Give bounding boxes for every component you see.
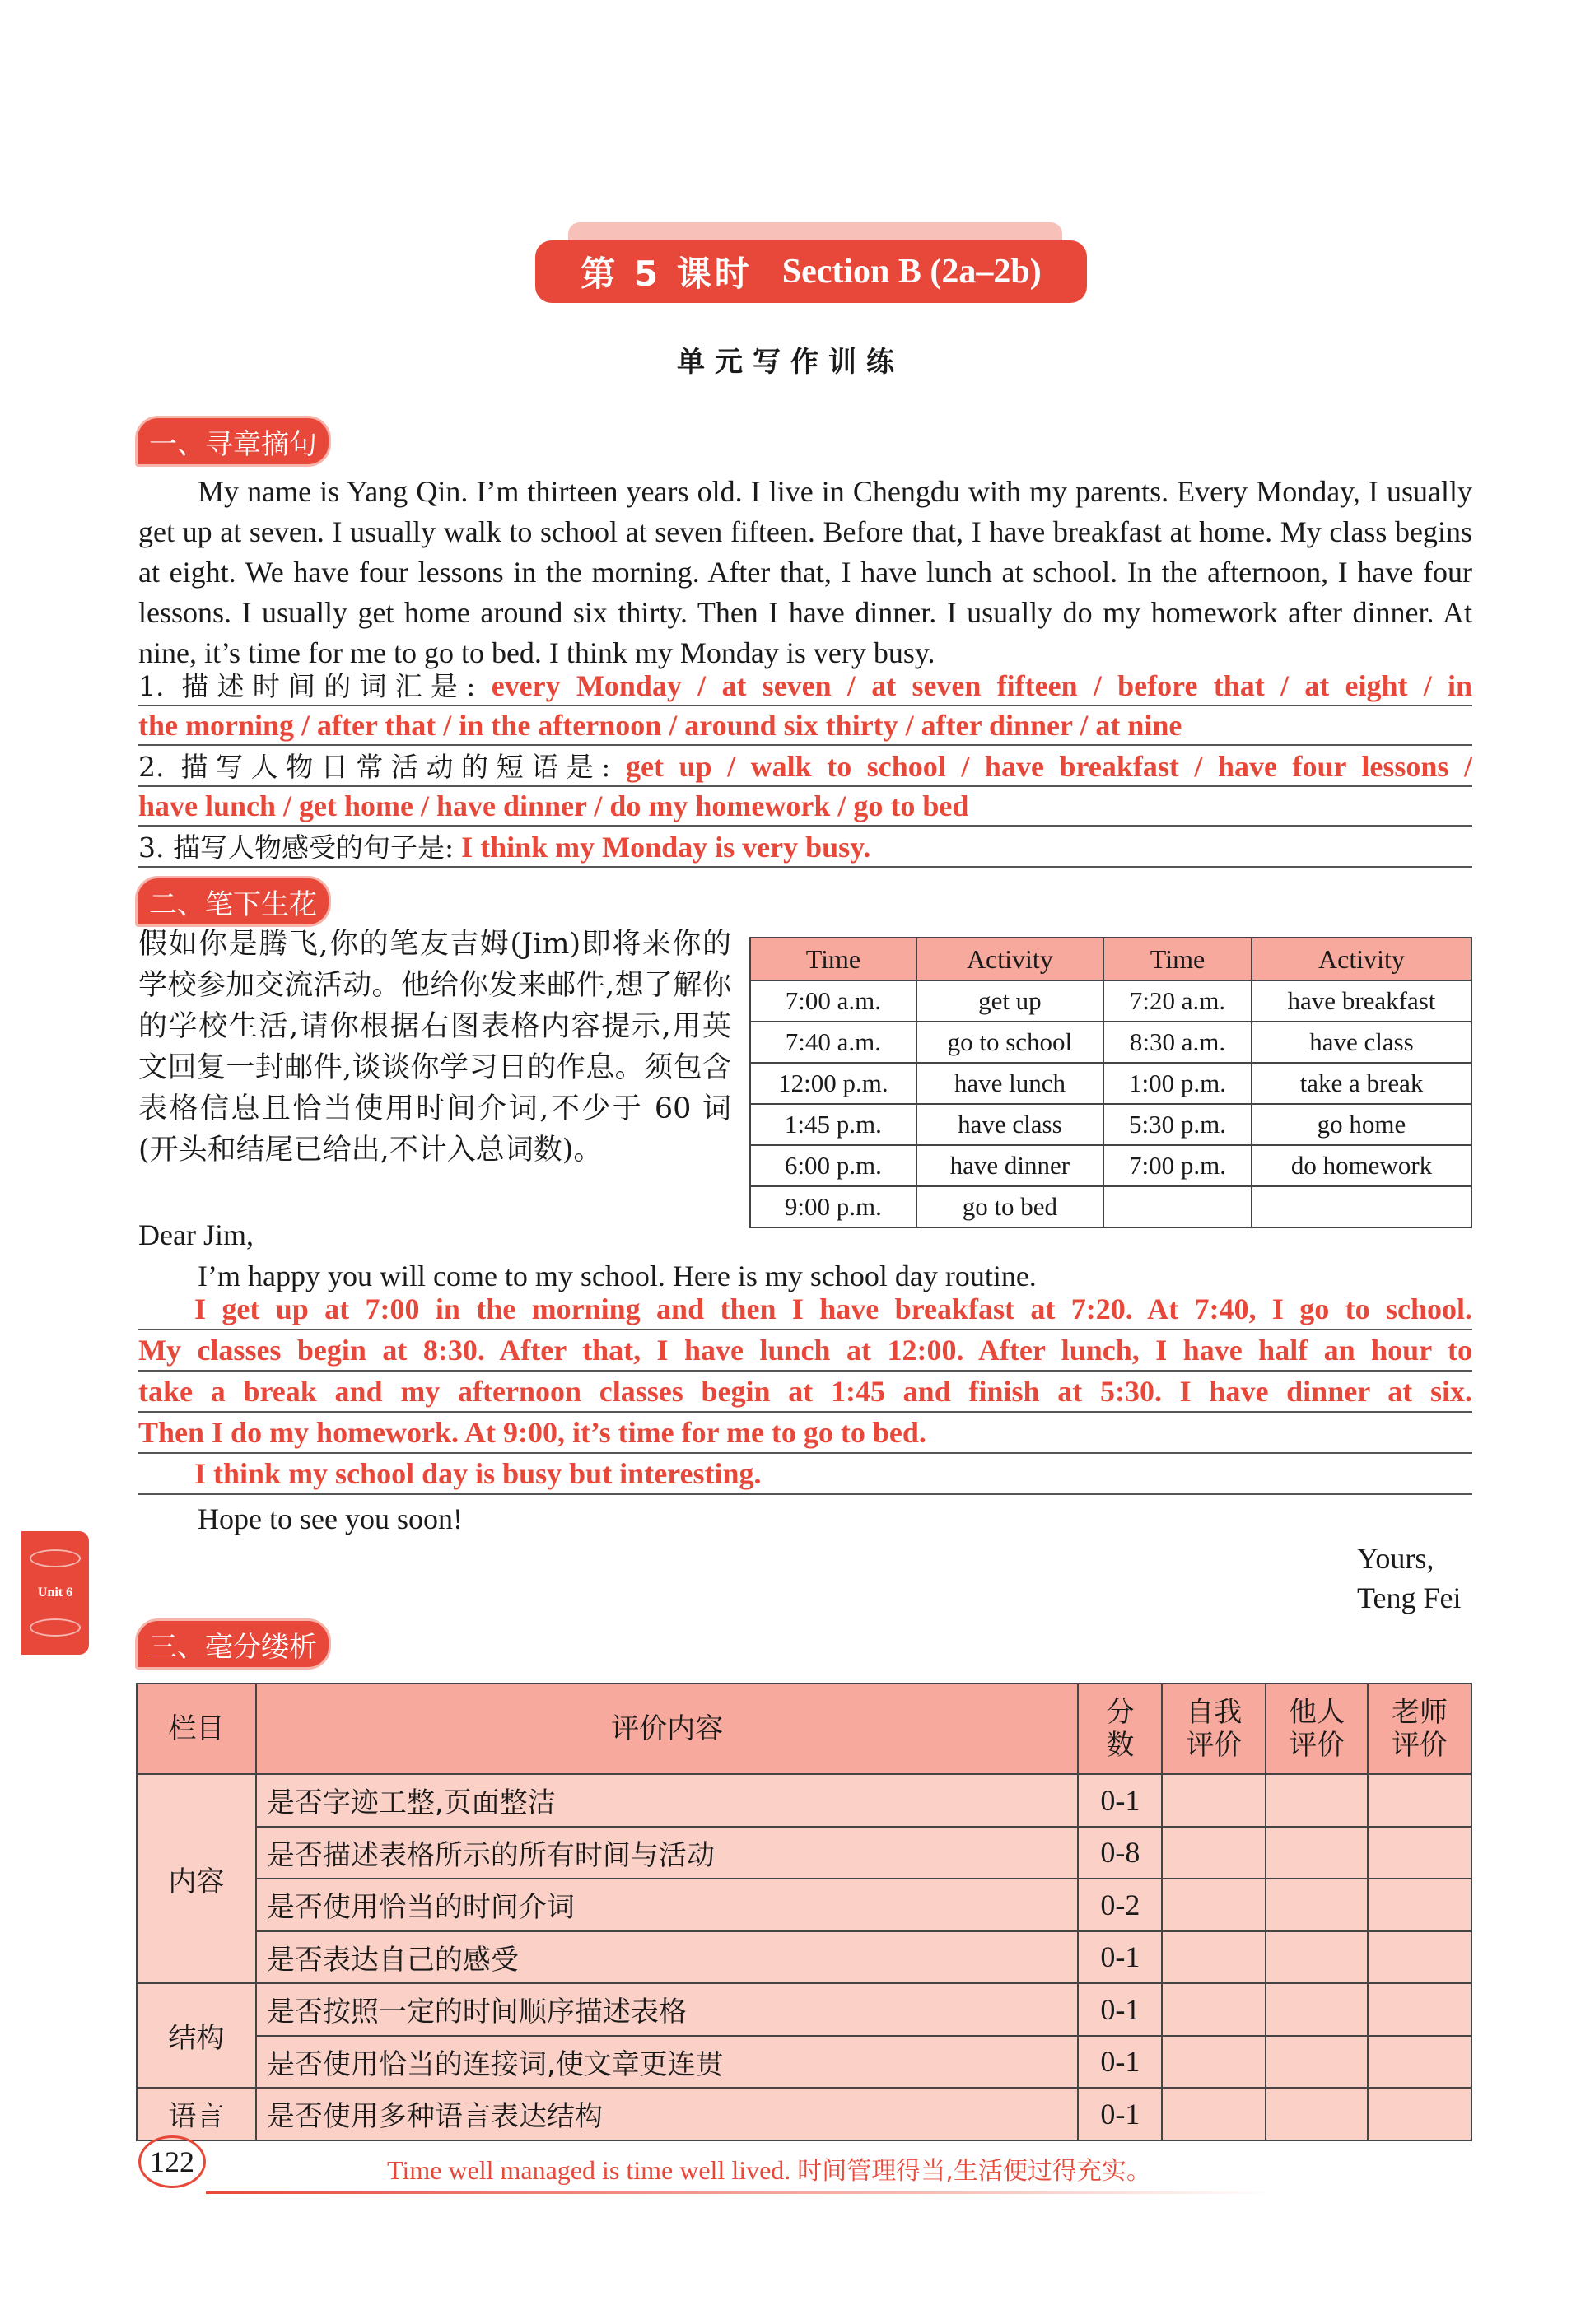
swirl-decoration-icon bbox=[30, 1549, 81, 1567]
lesson-number: 第 5 课时 bbox=[581, 254, 753, 294]
header-score-line1: 分 bbox=[1106, 1696, 1135, 1729]
schedule-cell: 1:00 p.m. bbox=[1103, 1063, 1252, 1104]
teacher-eval-cell[interactable] bbox=[1368, 2088, 1471, 2140]
schedule-cell: go to school bbox=[916, 1022, 1103, 1063]
header-peer-line2: 评价 bbox=[1289, 1729, 1345, 1762]
schedule-cell-empty bbox=[1103, 1186, 1252, 1227]
schedule-cell: 12:00 p.m. bbox=[750, 1063, 916, 1104]
evaluation-row bbox=[137, 1774, 1471, 1827]
header-self-line1: 自我 bbox=[1186, 1696, 1243, 1729]
peer-eval-cell[interactable] bbox=[1266, 1983, 1368, 2036]
self-eval-cell[interactable] bbox=[1162, 1983, 1266, 2036]
peer-eval-cell[interactable] bbox=[1266, 1931, 1368, 1984]
motto-chinese: 时间管理得当,生活便过得充实。 bbox=[797, 2157, 1151, 2186]
schedule-cell: 7:00 a.m. bbox=[750, 980, 916, 1022]
header-category: 栏目 bbox=[137, 1684, 256, 1774]
header-score-line2: 数 bbox=[1106, 1729, 1135, 1762]
motto-english: Time well managed is time well lived. bbox=[387, 2155, 791, 2185]
schedule-cell: do homework bbox=[1252, 1145, 1471, 1186]
teacher-eval-cell[interactable] bbox=[1368, 1931, 1471, 1984]
header-teacher-eval bbox=[1368, 1684, 1471, 1774]
schedule-header-activity-1: Activity bbox=[916, 938, 1103, 980]
self-eval-cell[interactable] bbox=[1162, 1774, 1266, 1827]
criteria-item: 是否描述表格所示的所有时间与活动 bbox=[256, 1827, 1079, 1879]
criteria-score: 0-2 bbox=[1078, 1879, 1162, 1931]
footer-divider bbox=[206, 2191, 1276, 2194]
schedule-cell: go home bbox=[1252, 1104, 1471, 1145]
self-eval-cell[interactable] bbox=[1162, 1879, 1266, 1931]
self-eval-cell[interactable] bbox=[1162, 2036, 1266, 2089]
schedule-cell: take a break bbox=[1252, 1063, 1471, 1104]
evaluation-row bbox=[137, 2036, 1471, 2089]
q3-prompt: 3. 描写人物感受的句子是: bbox=[138, 831, 455, 864]
section1-tag: 一、寻章摘句 bbox=[135, 416, 331, 467]
criteria-score: 0-1 bbox=[1078, 1931, 1162, 1984]
criteria-score: 0-1 bbox=[1078, 2036, 1162, 2089]
criteria-item: 是否字迹工整,页面整洁 bbox=[256, 1774, 1079, 1827]
schedule-cell: 7:40 a.m. bbox=[750, 1022, 916, 1063]
header-score bbox=[1078, 1684, 1162, 1774]
schedule-cell: have class bbox=[1252, 1022, 1471, 1063]
banner-body bbox=[535, 240, 1087, 303]
schedule-cell: 9:00 p.m. bbox=[750, 1186, 916, 1227]
criteria-item: 是否使用多种语言表达结构 bbox=[256, 2088, 1079, 2140]
page-subtitle: 单元写作训练 bbox=[677, 346, 904, 379]
q1-prompt: 1. 描述时间的词汇是: bbox=[138, 670, 476, 702]
criteria-score: 0-1 bbox=[1078, 2088, 1162, 2140]
reading-text: My name is Yang Qin. I’m thirteen years old. I live in Chengdu with my parents. Every Monday, I usually get up at seven. I usually walk to school at seven fifteen. Before that, I have breakfast at home. My class begins at eight. We have four lessons in the morning. After that, I have lunch at school. In the afternoon, I have four lessons. I usually get home around six thirty. Then I have dinner. I usually do my homework after dinner. At nine, it’s time for me to go to bed. I think my Monday is very busy. bbox=[138, 475, 1472, 669]
header-teacher-line1: 老师 bbox=[1392, 1696, 1448, 1729]
criteria-item: 是否使用恰当的时间介词 bbox=[256, 1879, 1079, 1931]
schedule-row bbox=[750, 1145, 1471, 1186]
header-self-line2: 评价 bbox=[1186, 1729, 1243, 1762]
teacher-eval-cell[interactable] bbox=[1368, 1879, 1471, 1931]
swirl-decoration-icon bbox=[30, 1618, 81, 1637]
schedule-header-time-2: Time bbox=[1103, 938, 1252, 980]
peer-eval-cell[interactable] bbox=[1266, 1879, 1368, 1931]
criteria-item: 是否表达自己的感受 bbox=[256, 1931, 1079, 1984]
schedule-cell: 5:30 p.m. bbox=[1103, 1104, 1252, 1145]
evaluation-row bbox=[137, 2088, 1471, 2140]
self-eval-cell[interactable] bbox=[1162, 1931, 1266, 1984]
schedule-header-activity-2: Activity bbox=[1252, 938, 1471, 980]
letter-greeting: Dear Jim, bbox=[138, 1218, 254, 1251]
q2-line1 bbox=[138, 747, 1472, 787]
schedule-cell: have breakfast bbox=[1252, 980, 1471, 1022]
q2-answer-part1: get up / walk to school / have breakfast / have four lessons / bbox=[625, 750, 1472, 783]
q2-line2 bbox=[138, 787, 1472, 827]
self-eval-cell[interactable] bbox=[1162, 2088, 1266, 2140]
teacher-eval-cell[interactable] bbox=[1368, 1983, 1471, 2036]
answer-line-2: My classes begin at 8:30. After that, I have lunch at 12:00. After lunch, I have half an hour to bbox=[138, 1330, 1472, 1372]
schedule-cell-empty bbox=[1252, 1186, 1471, 1227]
peer-eval-cell[interactable] bbox=[1266, 1827, 1368, 1879]
schedule-row bbox=[750, 1186, 1471, 1227]
q1-line1 bbox=[138, 667, 1472, 706]
category-language: 语言 bbox=[137, 2088, 256, 2140]
answer-line-1: I get up at 7:00 in the morning and then I have breakfast at 7:20. At 7:40, I go to school. bbox=[138, 1289, 1472, 1330]
section-name: Section B (2a–2b) bbox=[781, 253, 1042, 291]
schedule-row bbox=[750, 1063, 1471, 1104]
evaluation-row bbox=[137, 1983, 1471, 2036]
schedule-cell: 6:00 p.m. bbox=[750, 1145, 916, 1186]
schedule-cell: have class bbox=[916, 1104, 1103, 1145]
unit-side-tab bbox=[21, 1531, 89, 1655]
q1-answer-part1: every Monday / at seven / at seven fifteen / before that / at eight / in bbox=[491, 669, 1472, 702]
evaluation-row bbox=[137, 1827, 1471, 1879]
schedule-cell: get up bbox=[916, 980, 1103, 1022]
self-eval-cell[interactable] bbox=[1162, 1827, 1266, 1879]
teacher-eval-cell[interactable] bbox=[1368, 1827, 1471, 1879]
schedule-cell: go to bed bbox=[916, 1186, 1103, 1227]
schedule-cell: 7:20 a.m. bbox=[1103, 980, 1252, 1022]
peer-eval-cell[interactable] bbox=[1266, 1774, 1368, 1827]
reading-paragraph bbox=[138, 472, 1472, 673]
evaluation-row bbox=[137, 1879, 1471, 1931]
schedule-header-row bbox=[750, 938, 1471, 980]
section3-tag: 三、毫分缕析 bbox=[135, 1618, 331, 1670]
peer-eval-cell[interactable] bbox=[1266, 2036, 1368, 2089]
writing-prompt: 假如你是腾飞,你的笔友吉姆(Jim)即将来你的学校参加交流活动。他给你发来邮件,想了解你的学校生活,请你根据右图表格内容提示,用英文回复一封邮件,谈谈你学习日的作息。须包含表格信息且恰当使用时间介词,不少于 60 词(开头和结尾已给出,不计入总词数)。 bbox=[138, 928, 731, 1167]
category-content: 内容 bbox=[137, 1774, 256, 1983]
q3-answer: I think my Monday is very busy. bbox=[461, 831, 871, 864]
schedule-header-time-1: Time bbox=[750, 938, 916, 980]
q2-answer-part2: have lunch / get home / have dinner / do my homework / go to bed bbox=[138, 789, 969, 822]
schedule-row bbox=[750, 980, 1471, 1022]
schedule-row bbox=[750, 1104, 1471, 1145]
schedule-cell: have dinner bbox=[916, 1145, 1103, 1186]
schedule-row bbox=[750, 1022, 1471, 1063]
schedule-cell: 7:00 p.m. bbox=[1103, 1145, 1252, 1186]
header-self-eval bbox=[1162, 1684, 1266, 1774]
q1-line2 bbox=[138, 706, 1472, 746]
schedule-cell: 8:30 a.m. bbox=[1103, 1022, 1252, 1063]
schedule-table bbox=[749, 937, 1472, 1228]
evaluation-row bbox=[137, 1931, 1471, 1984]
peer-eval-cell[interactable] bbox=[1266, 2088, 1368, 2140]
header-teacher-line2: 评价 bbox=[1392, 1729, 1448, 1762]
criteria-score: 0-1 bbox=[1078, 1983, 1162, 2036]
teacher-eval-cell[interactable] bbox=[1368, 1774, 1471, 1827]
criteria-item: 是否按照一定的时间顺序描述表格 bbox=[256, 1983, 1079, 2036]
schedule-cell: 1:45 p.m. bbox=[750, 1104, 916, 1145]
q3-line bbox=[138, 828, 1472, 868]
answer-line-5: I think my school day is busy but interesting. bbox=[138, 1454, 1472, 1495]
lesson-title-banner bbox=[535, 222, 1087, 305]
letter-closing: Hope to see you soon! bbox=[198, 1502, 463, 1535]
footer-motto bbox=[387, 2150, 1151, 2187]
unit-label: Unit 6 bbox=[37, 1586, 73, 1600]
q1-answer-part2: the morning / after that / in the afternoon / around six thirty / after dinner / at nine bbox=[138, 709, 1182, 742]
teacher-eval-cell[interactable] bbox=[1368, 2036, 1471, 2089]
schedule-cell: have lunch bbox=[916, 1063, 1103, 1104]
evaluation-header-row bbox=[137, 1684, 1471, 1774]
category-structure: 结构 bbox=[137, 1983, 256, 2088]
header-peer-eval bbox=[1266, 1684, 1368, 1774]
letter-opening: I’m happy you will come to my school. Here is my school day routine. bbox=[198, 1260, 1037, 1292]
page-number: 122 bbox=[138, 2135, 206, 2188]
q2-prompt: 2. 描写人物日常活动的短语是: bbox=[138, 751, 611, 783]
header-criteria: 评价内容 bbox=[256, 1684, 1079, 1774]
criteria-score: 0-8 bbox=[1078, 1827, 1162, 1879]
evaluation-table bbox=[136, 1683, 1472, 2141]
section2-tag: 二、笔下生花 bbox=[135, 876, 331, 927]
criteria-item: 是否使用恰当的连接词,使文章更连贯 bbox=[256, 2036, 1079, 2089]
header-peer-line1: 他人 bbox=[1289, 1696, 1345, 1729]
letter-signature: Teng Fei bbox=[1357, 1581, 1462, 1614]
letter-signoff: Yours, bbox=[1357, 1542, 1434, 1575]
answer-line-3: take a break and my afternoon classes begin at 1:45 and finish at 5:30. I have dinner at six. bbox=[138, 1372, 1472, 1413]
criteria-score: 0-1 bbox=[1078, 1774, 1162, 1827]
answer-line-4: Then I do my homework. At 9:00, it’s time for me to go to bed. bbox=[138, 1413, 1472, 1454]
